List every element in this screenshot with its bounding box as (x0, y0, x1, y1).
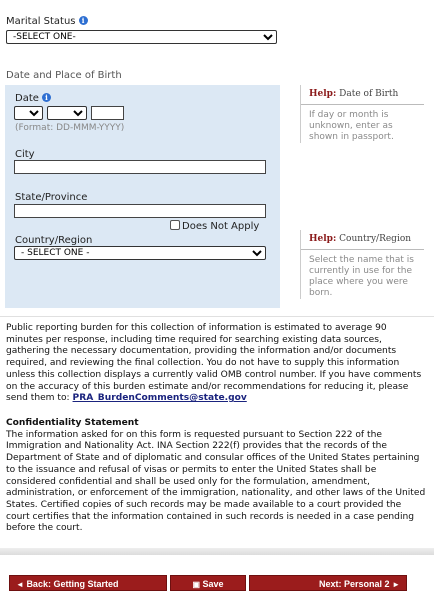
info-icon[interactable]: i (42, 93, 51, 102)
confidentiality-text: The information asked for on this form is requested pursuant to Section 222 of the Immigration and Nationality Act. INA Section 222(f) provides that the records of the Department of State and of diplomatic and consular offices of the United States pertaining to the issuance and refusal of visas or permits to enter the United States shall be considered confidential and shall be used only for the formulation, amendment, administration, or enforcement of the immigration, nationality, and other laws of the United States. Certified copies of such records may be made available to a court provided the court certifies that the information contained in such records is needed in a case pending before the court. (6, 429, 426, 534)
back-arrow-icon: ◄ (16, 580, 24, 589)
next-arrow-icon: ► (392, 580, 400, 589)
confidentiality-statement (6, 418, 426, 535)
does-not-apply-label: Does Not Apply (182, 221, 260, 232)
birth-year-input[interactable] (91, 106, 124, 120)
country-region-select[interactable] (14, 246, 266, 260)
section-title: Date and Place of Birth (6, 70, 122, 81)
burden-statement (6, 323, 426, 405)
state-province-label: State/Province (15, 192, 88, 203)
help-date-of-birth-text: If day or month is unknown, enter as shown in passport. (309, 110, 394, 142)
help-prefix: Help: (309, 234, 337, 244)
section-divider (0, 316, 434, 317)
help-topic: Country/Region (339, 234, 412, 244)
city-input[interactable] (14, 160, 266, 174)
marital-status-select[interactable] (6, 30, 277, 44)
next-button-label: Next: Personal 2 (319, 579, 390, 589)
birth-day-select[interactable] (14, 106, 43, 120)
birth-month-select[interactable] (47, 106, 87, 120)
save-icon: ▣ (192, 580, 200, 589)
burden-text: Public reporting burden for this collection of information is estimated to average 90 minutes per response, including time required for searching existing data sources, gathering the necessary documentation, providing the information and/or documents required, and reviewing the final collection. You do not have to supply this information unless this collection displays a currently valid OMB control number. If you have comments on the accuracy of this burden estimate and/or recommendations for reducing it, please send them to: (6, 323, 422, 404)
help-country-region-heading (301, 230, 424, 250)
city-label: City (15, 149, 35, 160)
save-button[interactable] (170, 575, 246, 591)
date-label-row (15, 93, 51, 104)
confidentiality-title: Confidentiality Statement (6, 418, 139, 428)
burden-email-link[interactable]: PRA_BurdenComments@state.gov (72, 393, 247, 404)
back-button-label: Back: Getting Started (26, 579, 119, 589)
save-button-label: Save (202, 579, 224, 589)
marital-status-label: Marital Status (6, 16, 76, 27)
footer-bar (0, 548, 434, 555)
does-not-apply-checkbox[interactable] (170, 220, 180, 230)
help-prefix: Help: (309, 89, 337, 99)
help-topic: Date of Birth (339, 89, 399, 99)
state-province-input[interactable] (14, 204, 266, 218)
help-date-of-birth-heading (301, 85, 424, 105)
next-button[interactable] (249, 575, 407, 591)
country-region-label: Country/Region (15, 235, 93, 246)
help-country-region-text: Select the name that is currently in use for the place where you were born. (309, 255, 414, 298)
date-label: Date (15, 93, 39, 104)
date-format-hint: (Format: DD-MMM-YYYY) (15, 123, 125, 133)
info-icon[interactable]: i (79, 16, 88, 25)
help-country-region (300, 230, 424, 299)
back-button[interactable] (9, 575, 167, 591)
help-date-of-birth (300, 85, 424, 143)
marital-status-label-row (6, 16, 88, 27)
